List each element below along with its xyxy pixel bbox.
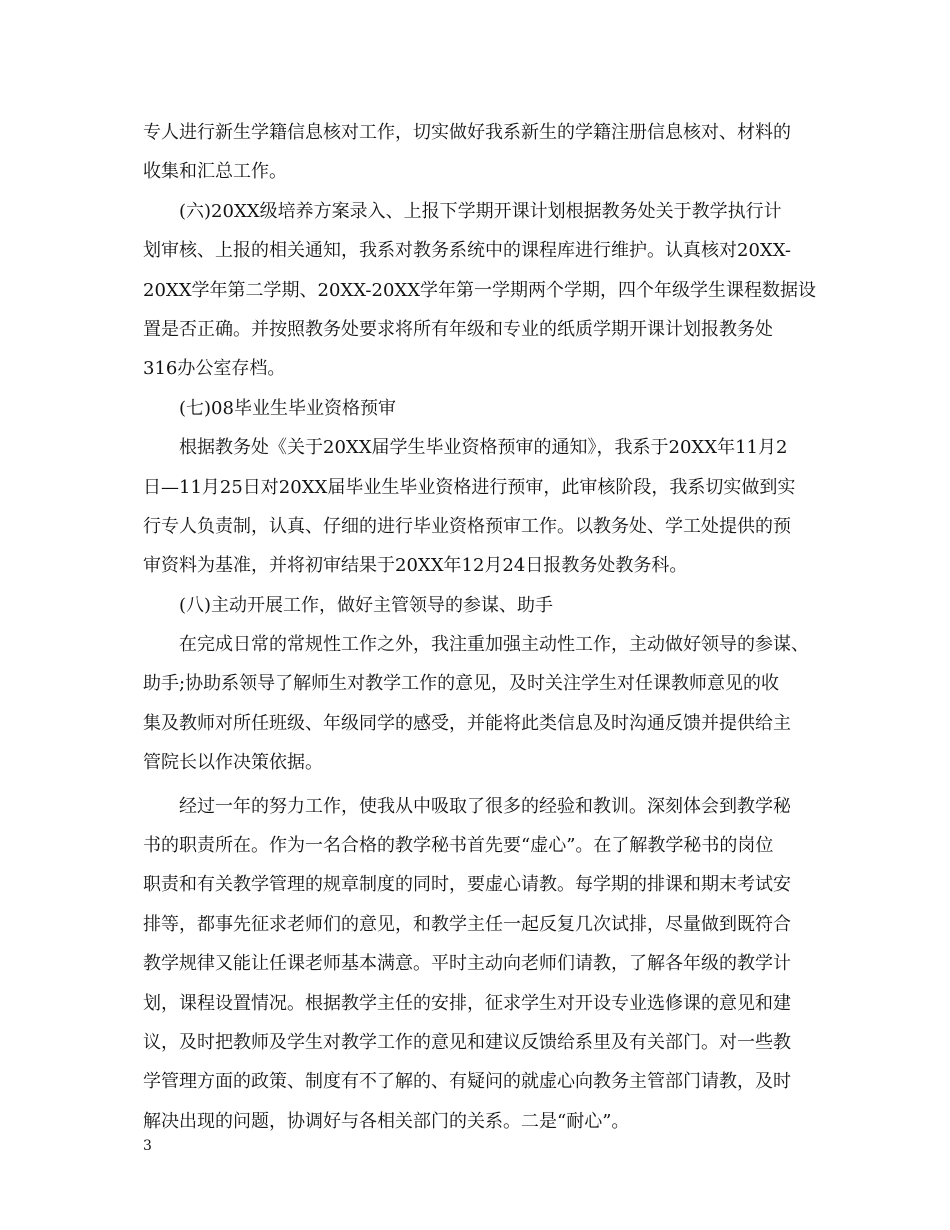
text-line: 划审核、上报的相关通知，我系对教务系统中的课程库进行维护。认真核对20XX- xyxy=(143,240,791,262)
text-line: 经过一年的努力工作，使我从中吸取了很多的经验和教训。深刻体会到教学秘 xyxy=(143,795,791,817)
text-line: 专人进行新生学籍信息核对工作，切实做好我系新生的学籍注册信息核对、材料的 xyxy=(143,122,791,143)
text-line: 学管理方面的政策、制度有不了解的、有疑问的就虚心向教务主管部门请教，及时 xyxy=(143,1071,791,1093)
text-line: 置是否正确。并按照教务处要求将所有年级和专业的纸质学期开课计划报教务处 xyxy=(143,318,773,340)
page-number: 3 xyxy=(143,1138,152,1154)
text-line: 助手;协助系领导了解师生对教学工作的意见，及时关注学生对任课教师意见的收 xyxy=(143,673,780,695)
text-line: 集及教师对所任班级、年级同学的感受，并能将此类信息及时沟通反馈并提供给主 xyxy=(143,712,791,734)
text-line: 管院长以作决策依据。 xyxy=(143,752,323,774)
body-text xyxy=(143,113,823,1141)
text-line: (六)20XX级培养方案录入、上报下学期开课计划根据教务处关于教学执行计 xyxy=(143,200,782,222)
text-line: 行专人负责制，认真、仔细的进行毕业资格预审工作。以教务处、学工处提供的预 xyxy=(143,515,791,537)
text-line: 在完成日常的常规性工作之外，我注重加强主动性工作，主动做好领导的参谋、 xyxy=(143,634,809,656)
text-line: 教学规律又能让任课老师基本满意。平时主动向老师们请教，了解各年级的教学计 xyxy=(143,953,791,975)
text-line: 根据教务处《关于20XX届学生毕业资格预审的通知》，我系于20XX年11月2 xyxy=(143,437,788,459)
text-line: 书的职责所在。作为一名合格的教学秘书首先要“虚心”。在了解教学秘书的岗位 xyxy=(143,835,774,857)
text-line: 解决出现的问题，协调好与各相关部门的关系。二是“耐心”。 xyxy=(143,1110,630,1132)
text-line: 日—11月25日对20XX届毕业生毕业资格进行预审，此审核阶段，我系切实做到实 xyxy=(143,476,796,498)
text-line: 316办公室存档。 xyxy=(143,358,286,380)
text-line: (七)08毕业生毕业资格预审 xyxy=(143,397,396,419)
text-line: 职责和有关教学管理的规章制度的同时，要虚心请教。每学期的排课和期末考试安 xyxy=(143,874,791,896)
text-line: 审资料为基准，并将初审结果于20XX年12月24日报教务处教务科。 xyxy=(143,555,688,577)
text-line: 20XX学年第二学期、20XX-20XX学年第一学期两个学期，四个年级学生课程数据设 xyxy=(143,279,817,301)
text-line: 议，及时把教师及学生对教学工作的意见和建议反馈给系里及有关部门。对一些教 xyxy=(143,1031,791,1053)
text-line: 划，课程设置情况。根据教学主任的安排，征求学生对开设专业选修课的意见和建 xyxy=(143,992,791,1014)
text-line: 排等，都事先征求老师们的意见，和教学主任一起反复几次试排，尽量做到既符合 xyxy=(143,913,791,935)
text-line: 收集和汇总工作。 xyxy=(143,161,287,183)
text-line: (八)主动开展工作，做好主管领导的参谋、助手 xyxy=(143,594,554,616)
